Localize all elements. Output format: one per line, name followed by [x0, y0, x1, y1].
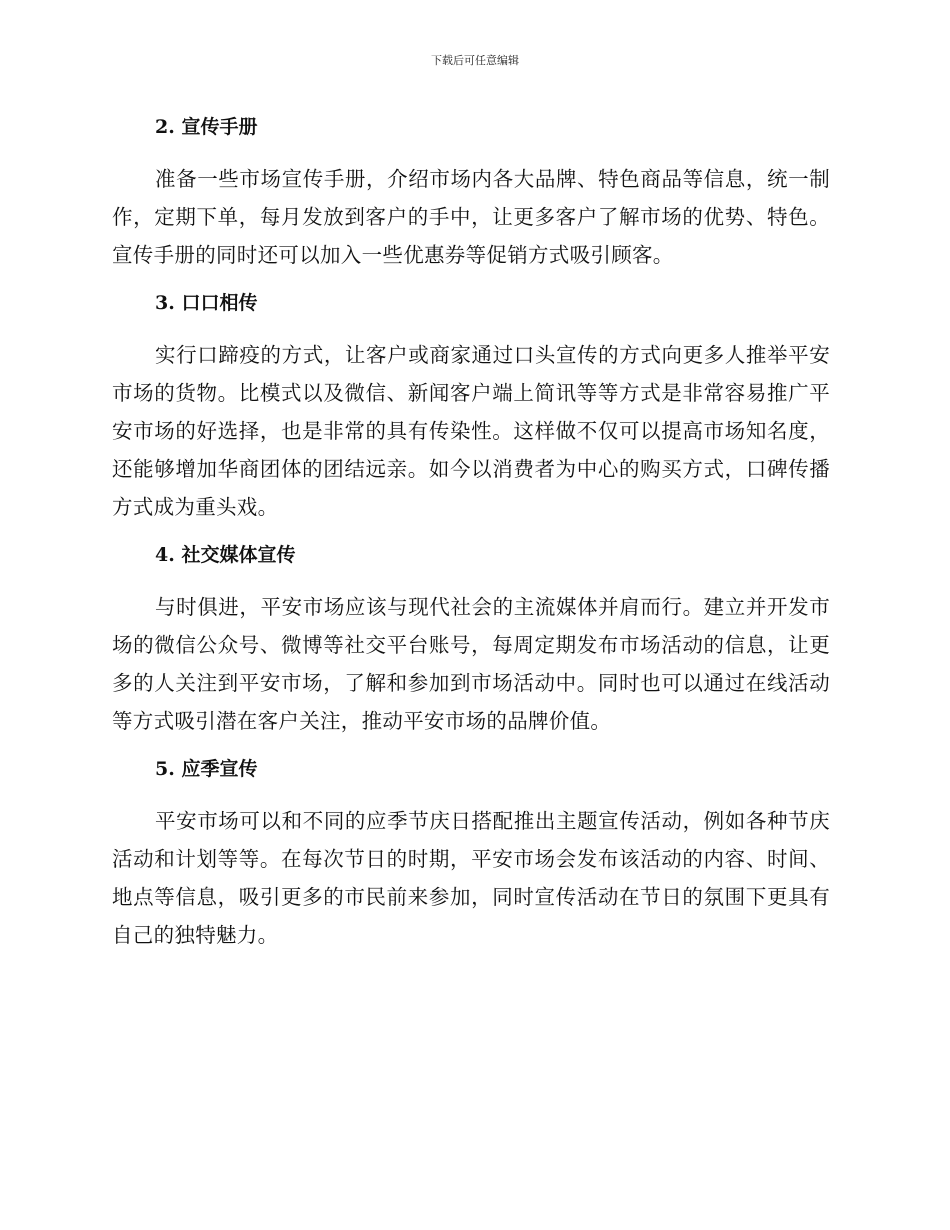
section-heading-seasonal: 5. 应季宣传: [155, 758, 258, 780]
section-paragraph-seasonal: 平安市场可以和不同的应季节庆日搭配推出主题宣传活动，例如各种节庆活动和计划等等。在每次节日的时期，平安市场会发布该活动的内容、时间、地点等信息，吸引更多的市民前来参加，同时宣传活动在节日的氛围下更具有自己的独特魅力。: [112, 809, 830, 947]
section-paragraph-brochure: 准备一些市场宣传手册，介绍市场内各大品牌、特色商品等信息，统一制作，定期下单，每月发放到客户的手中，让更多客户了解市场的优势、特色。宣传手册的同时还可以加入一些优惠券等促销方式吸引顾客。: [112, 167, 830, 267]
section-paragraph-word-of-mouth: 实行口蹄疫的方式，让客户或商家通过口头宣传的方式向更多人推举平安市场的货物。比模式以及微信、新闻客户端上简讯等等方式是非常容易推广平安市场的好选择，也是非常的具有传染性。这样做不仅可以提高市场知名度，还能够增加华商团体的团结远亲。如今以消费者为中心的购买方式，口碑传播方式成为重头戏。: [112, 343, 830, 519]
document-body: [112, 112, 830, 968]
section-heading-social-media: 4. 社交媒体宣传: [155, 544, 296, 566]
section-heading-word-of-mouth: 3. 口口相传: [155, 292, 258, 314]
page-header-note: 下载后可任意编辑: [431, 54, 519, 67]
section-paragraph-social-media: 与时俱进，平安市场应该与现代社会的主流媒体并肩而行。建立并开发市场的微信公众号、微博等社交平台账号，每周定期发布市场活动的信息，让更多的人关注到平安市场，了解和参加到市场活动中。同时也可以通过在线活动等方式吸引潜在客户关注，推动平安市场的品牌价值。: [112, 595, 830, 733]
section-heading-brochure: 2. 宣传手册: [155, 116, 258, 138]
